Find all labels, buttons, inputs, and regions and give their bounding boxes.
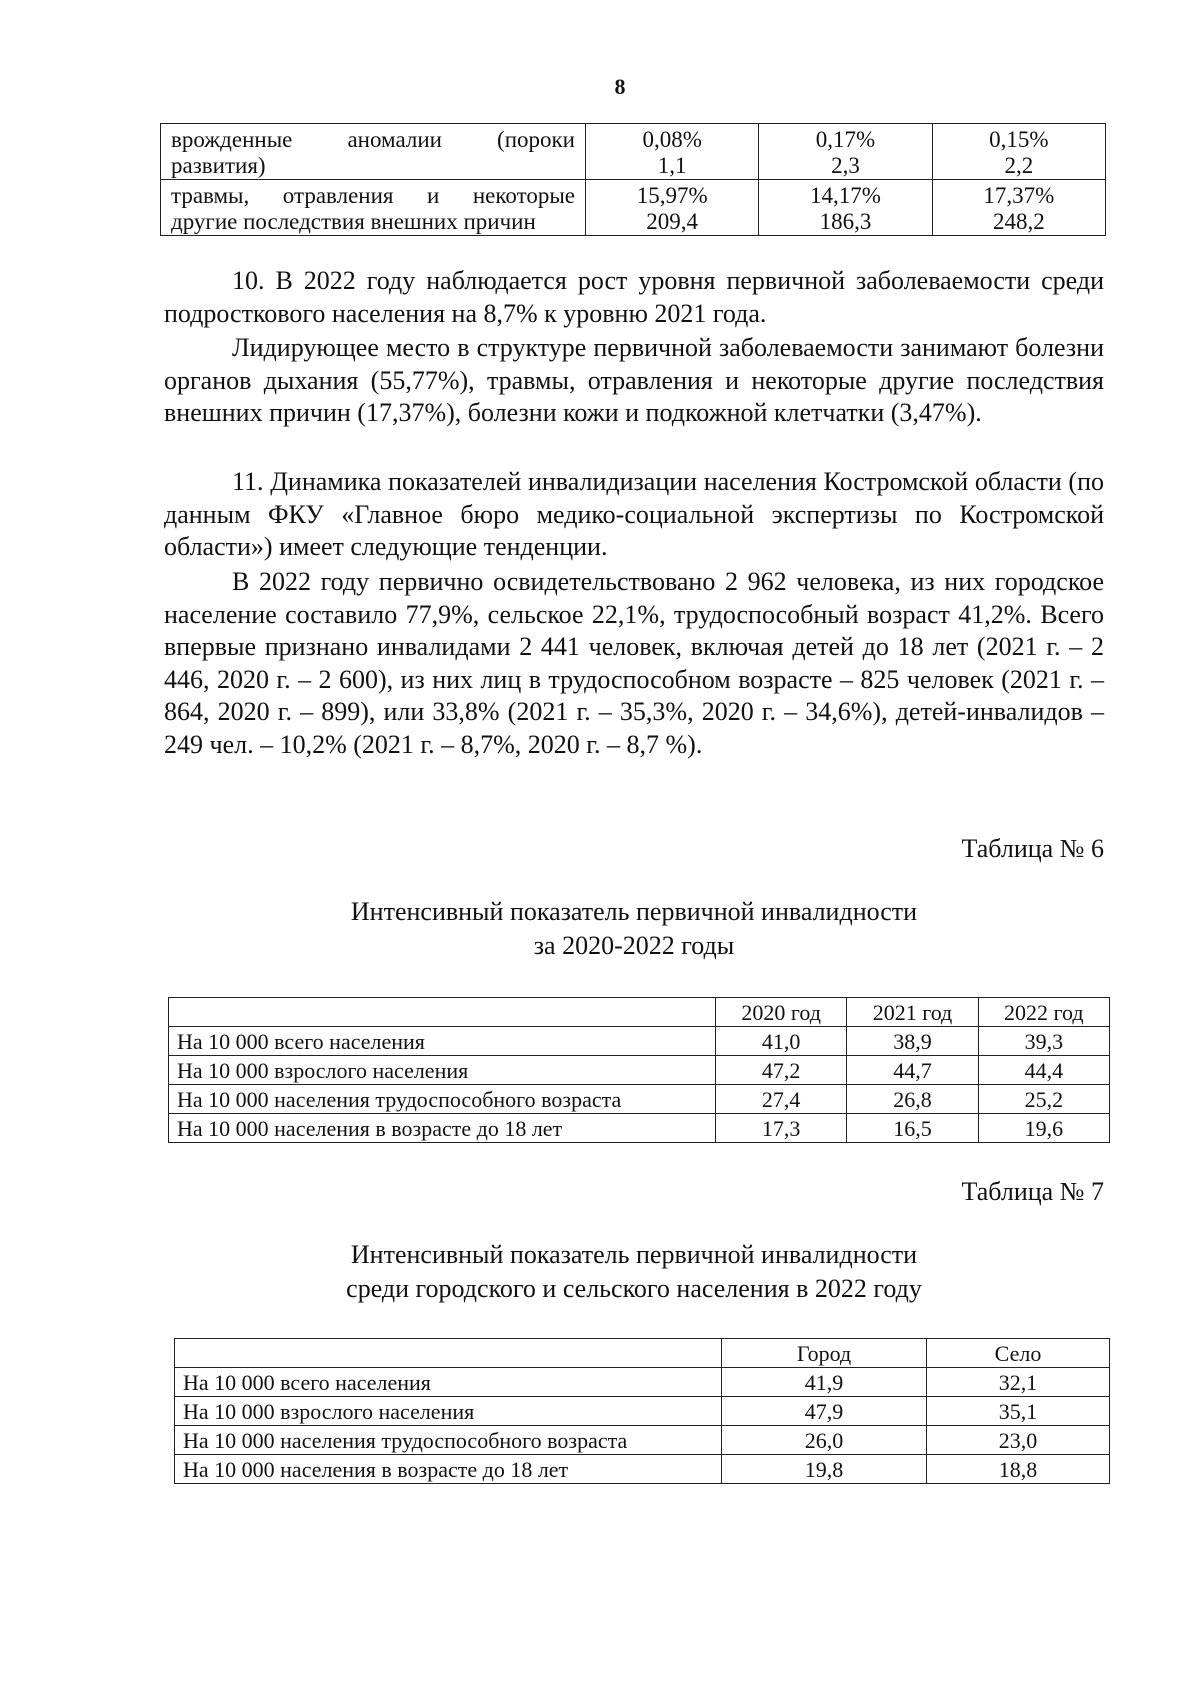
header-empty-cell — [169, 998, 716, 1027]
percent-value: 17,37% — [983, 183, 1055, 208]
rate-value: 1,1 — [657, 153, 687, 178]
value-cell: 38,9 — [847, 1027, 978, 1056]
percent-value: 0,08% — [642, 127, 702, 152]
header-row — [175, 1339, 1110, 1368]
value-cell: 47,9 — [722, 1397, 927, 1426]
percent-value: 15,97% — [636, 183, 708, 208]
table-row — [161, 124, 1106, 180]
value-cell: 47,2 — [716, 1056, 847, 1085]
value-cell: 41,9 — [722, 1368, 927, 1397]
value-cell — [586, 180, 759, 236]
value-cell — [586, 124, 759, 180]
paragraph-10: 10. В 2022 году наблюдается рост уровня первичной заболеваемости среди подросткового населения на 8,7% к уровню 2021 года. — [164, 266, 1104, 328]
row-label: На 10 000 населения трудоспособного возраста — [169, 1085, 716, 1114]
table-row — [175, 1455, 1110, 1484]
table-row — [175, 1426, 1110, 1455]
table-7 — [174, 1338, 1110, 1484]
row-label — [161, 180, 586, 236]
value-cell: 39,3 — [978, 1027, 1109, 1056]
row-label-line: травмы, отравления и некоторые — [171, 183, 575, 208]
row-label-line: другие последствия внешних причин — [171, 209, 536, 234]
value-cell: 27,4 — [716, 1085, 847, 1114]
value-cell — [932, 124, 1105, 180]
value-cell: 25,2 — [978, 1085, 1109, 1114]
percent-value: 0,17% — [815, 127, 876, 152]
paragraph-11: 11. Динамика показателей инвалидизации населения Костромской области (по данным ФКУ «Главное бюро медико-социальной экспертизы по Костромской области») имеет следующие тенденции. — [164, 467, 1104, 561]
table-6 — [168, 997, 1110, 1143]
row-label: На 10 000 всего населения — [175, 1368, 722, 1397]
table-6-title — [164, 895, 1104, 963]
value-cell: 35,1 — [927, 1397, 1110, 1426]
title-line: Интенсивный показатель первичной инвалидности — [350, 897, 918, 926]
percent-value: 0,15% — [989, 127, 1049, 152]
value-cell: 44,4 — [978, 1056, 1109, 1085]
value-cell: 26,8 — [847, 1085, 978, 1114]
page-number: 8 — [614, 74, 626, 99]
header-row — [169, 998, 1110, 1027]
column-header: 2020 год — [716, 998, 847, 1027]
table-row — [169, 1027, 1110, 1056]
table-7-label: Таблица № 7 — [961, 1177, 1104, 1206]
row-label — [161, 124, 586, 180]
rate-value: 209,4 — [646, 209, 699, 234]
value-cell: 44,7 — [847, 1056, 978, 1085]
title-line: среди городского и сельского населения в 2022 году — [346, 1274, 922, 1303]
value-cell: 19,8 — [722, 1455, 927, 1484]
value-cell: 17,3 — [716, 1114, 847, 1143]
value-cell: 26,0 — [722, 1426, 927, 1455]
row-label: На 10 000 взрослого населения — [169, 1056, 716, 1085]
title-line: за 2020-2022 годы — [533, 931, 735, 960]
rate-value: 248,2 — [992, 209, 1045, 234]
rate-value: 186,3 — [819, 209, 872, 234]
value-cell: 32,1 — [927, 1368, 1110, 1397]
value-cell — [932, 180, 1105, 236]
row-label: На 10 000 всего населения — [169, 1027, 716, 1056]
table-6-label: Таблица № 6 — [961, 834, 1104, 863]
morbidity-table-continuation — [160, 123, 1106, 236]
value-cell — [759, 124, 932, 180]
value-cell: 23,0 — [927, 1426, 1110, 1455]
row-label: На 10 000 населения трудоспособного возраста — [175, 1426, 722, 1455]
value-cell: 41,0 — [716, 1027, 847, 1056]
table-row — [175, 1368, 1110, 1397]
value-cell — [759, 180, 932, 236]
table-row — [175, 1397, 1110, 1426]
row-label: На 10 000 населения в возрасте до 18 лет — [175, 1455, 722, 1484]
value-cell: 19,6 — [978, 1114, 1109, 1143]
value-cell: 18,8 — [927, 1455, 1110, 1484]
column-header: Город — [722, 1339, 927, 1368]
row-label-line: врожденные аномалии (пороки — [171, 127, 575, 152]
table-row — [161, 180, 1106, 236]
table-7-title — [164, 1238, 1104, 1306]
percent-value: 14,17% — [810, 183, 881, 208]
column-header: Село — [927, 1339, 1110, 1368]
column-header: 2021 год — [847, 998, 978, 1027]
row-label-line: развития) — [171, 153, 266, 178]
table-row — [169, 1085, 1110, 1114]
value-cell: 16,5 — [847, 1114, 978, 1143]
column-header: 2022 год — [978, 998, 1109, 1027]
title-line: Интенсивный показатель первичной инвалидности — [350, 1240, 918, 1269]
row-label: На 10 000 населения в возрасте до 18 лет — [169, 1114, 716, 1143]
table-row — [169, 1056, 1110, 1085]
table-row — [169, 1114, 1110, 1143]
header-empty-cell — [175, 1339, 722, 1368]
rate-value: 2,2 — [1004, 153, 1034, 178]
row-label: На 10 000 взрослого населения — [175, 1397, 722, 1426]
paragraph-11-details: В 2022 году первично освидетельствовано 2 962 человека, из них городское население составило 77,9%, сельское 22,1%, трудоспособный возраст 41,2%. Всего впервые признано инвалидами 2 441 человек, включая детей до 18 лет (2021 г. – 2 446, 2020 г. – 2 600), из них лиц в трудоспособном возрасте – 825 человек (2021 г. – 864, 2020 г. – 899), или 33,8% (2021 г. – 35,3%, 2020 г. – 34,6%), детей-инвалидов – 249 чел. – 10,2% (2021 г. – 8,7%, 2020 г. – 8,7 %). — [164, 567, 1104, 759]
paragraph-10-leading: Лидирующее место в структуре первичной заболеваемости занимают болезни органов дыхания (55,77%), травмы, отравления и некоторые другие последствия внешних причин (17,37%), болезни кожи и подкожной клетчатки (3,47%). — [164, 333, 1104, 427]
rate-value: 2,3 — [831, 153, 860, 178]
